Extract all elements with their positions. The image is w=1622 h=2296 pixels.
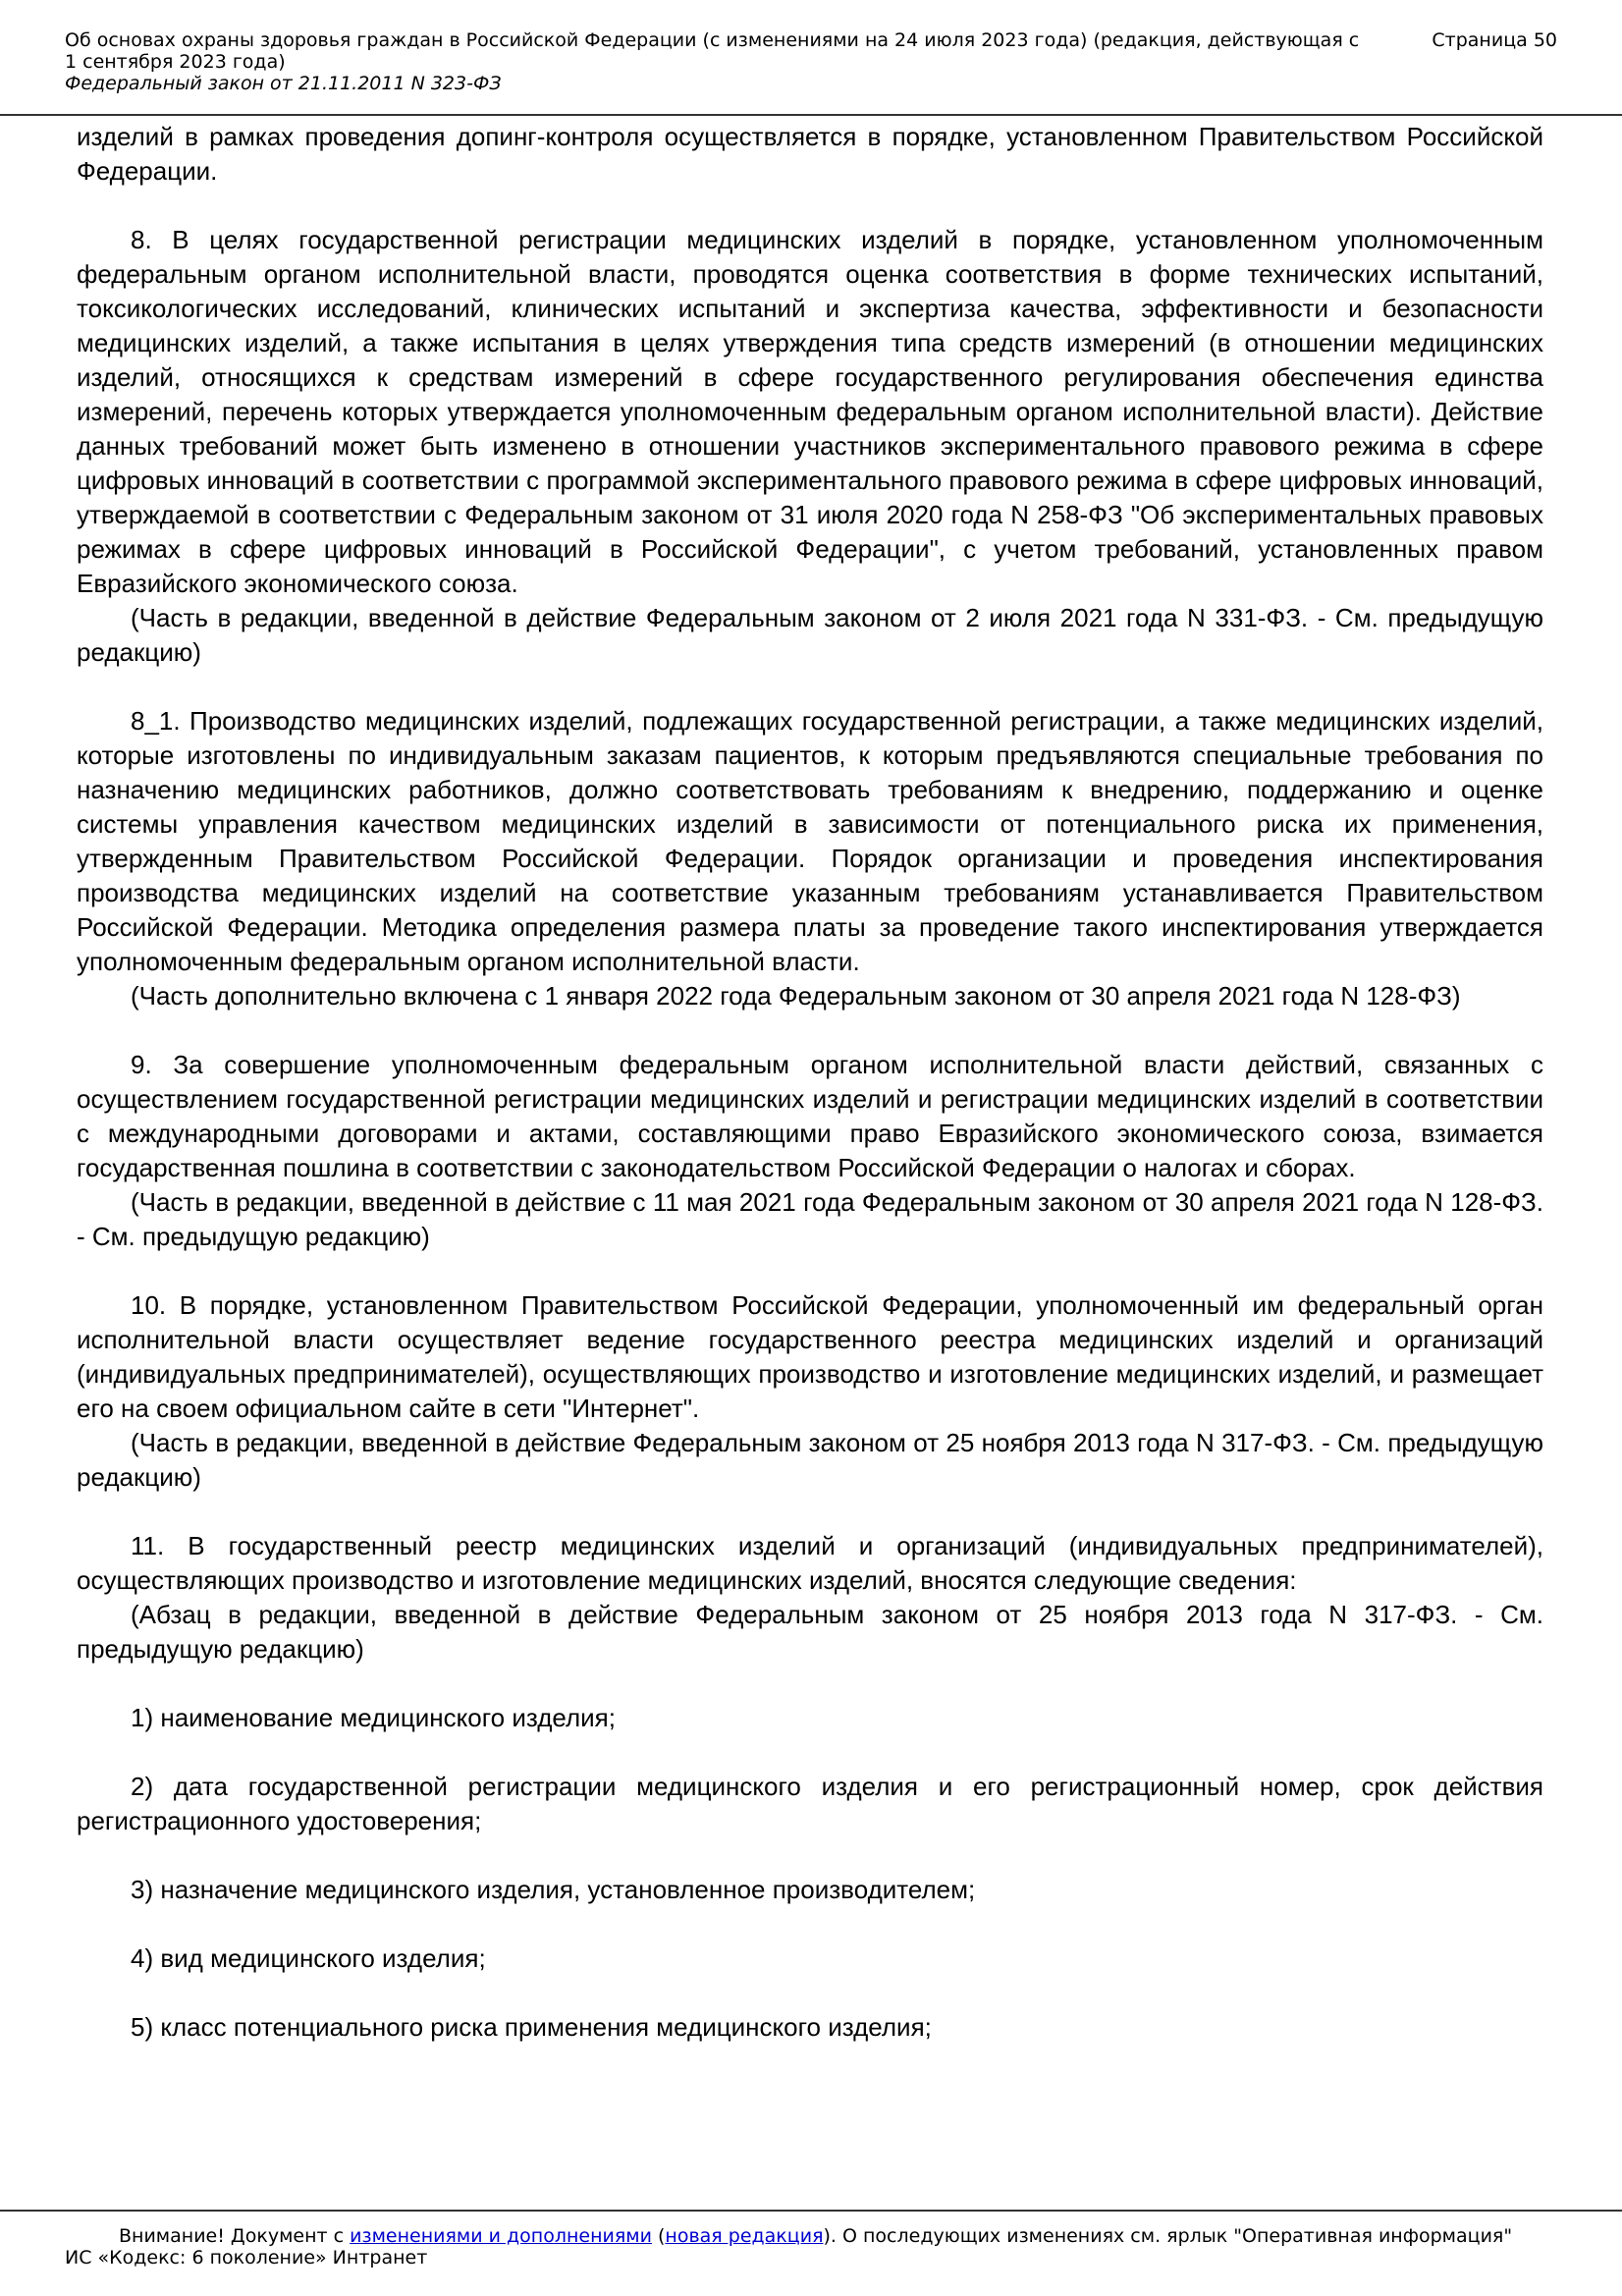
document-title: Об основах охраны здоровья граждан в Российской Федерации (с изменениями на 24 июля 2023 года) (редакция, действующая с 1 сентября 2023 года): [65, 29, 1360, 73]
paragraph: 5) класс потенциального риска применения медицинского изделия;: [131, 2012, 932, 2042]
paragraph: 9. За совершение уполномоченным федеральным органом исполнительной власти действий, связанных с осуществлением государственной регистрации медицинских изделий и регистрации медицинских изделий в соответствии с международными договорами и актами, составляющими право Евразийского экономического союза, взимается государственная пошлина в соответствии с законодательством Российской Федерации о налогах и сборах.: [77, 1050, 1543, 1182]
paragraph: 8_1. Производство медицинских изделий, подлежащих государственной регистрации, а также медицинских изделий, которые изготовлены по индивидуальным заказам пациентов, к которым предъявляются специальные требования по назначению медицинских работников, должно соответствовать требованиям к внедрению, поддержанию и оценке системы управления качеством медицинских изделий в зависимости от потенциального риска их применения, утвержденным Правительством Российской Федерации. Порядок организации и проведения инспектирования производства медицинских изделий на соответствие указанным требованиям устанавливается Правительством Российской Федерации. Методика определения размера платы за проведение такого инспектирования утверждается уполномоченным федеральным органом исполнительной власти.: [77, 706, 1543, 976]
paragraph-gap: [77, 1907, 1543, 1941]
paragraph: (Часть в редакции, введенной в действие Федеральным законом от 25 ноября 2013 года N 317-ФЗ. - См. предыдущую редакцию): [77, 1428, 1543, 1492]
paragraph: изделий в рамках проведения допинг-контроля осуществляется в порядке, установленном Правительством Российской Федерации.: [77, 122, 1543, 186]
paragraph: 1) наименование медицинского изделия;: [131, 1703, 616, 1732]
paragraph: 4) вид медицинского изделия;: [131, 1943, 486, 1973]
paragraph-gap: [77, 1976, 1543, 2010]
paragraph: (Абзац в редакции, введенной в действие Федеральным законом от 25 ноября 2013 года N 317-ФЗ. - См. предыдущую редакцию): [77, 1600, 1543, 1664]
document-body: [77, 120, 1543, 2045]
paragraph: (Часть дополнительно включена с 1 января 2022 года Федеральным законом от 30 апреля 2021 года N 128-ФЗ): [131, 981, 1461, 1011]
new-edition-link[interactable]: новая редакция: [665, 2225, 824, 2247]
system-name: ИС «Кодекс: 6 поколение» Интранет: [65, 2247, 428, 2269]
paragraph-gap: [77, 1013, 1543, 1048]
paren-open: (: [651, 2225, 666, 2247]
paragraph: 2) дата государственной регистрации медицинского изделия и его регистрационный номер, срок действия регистрационного удостоверения;: [77, 1772, 1543, 1835]
page-number: Страница 50: [1432, 29, 1557, 51]
paragraph-gap: [77, 1838, 1543, 1873]
paragraph-gap: [77, 670, 1543, 704]
changes-link[interactable]: изменениями и дополнениями: [350, 2225, 652, 2247]
page-footer: [65, 2225, 1567, 2269]
notice-prefix: Внимание! Документ с: [119, 2225, 351, 2247]
footer-divider: [0, 2210, 1622, 2212]
paragraph: 8. В целях государственной регистрации медицинских изделий в порядке, установленном уполномоченным федеральным органом исполнительной власти, проводятся оценка соответствия в форме технических испытаний, токсикологических исследований, клинических испытаний и экспертиза качества, эффективности и безопасности медицинских изделий, а также испытания в целях утверждения типа средств измерений (в отношении медицинских изделий, относящихся к средствам измерений в сфере государственного регулирования обеспечения единства измерений, перечень которых утверждается уполномоченным федеральным органом исполнительной власти). Действие данных требований может быть изменено в отношении участников экспериментального правового режима в сфере цифровых инноваций в соответствии с программой экспериментального правового режима в сфере цифровых инноваций, утверждаемой в соответствии с Федеральным законом от 31 июля 2020 года N 258-ФЗ "Об экспериментальных правовых режимах в сфере цифровых инноваций в Российской Федерации", с учетом требований, установленных правом Евразийского экономического союза.: [77, 225, 1543, 598]
footer-notice: [65, 2225, 1567, 2247]
paragraph: (Часть в редакции, введенной в действие Федеральным законом от 2 июля 2021 года N 331-ФЗ. - См. предыдущую редакцию): [77, 603, 1543, 667]
paragraph: (Часть в редакции, введенной в действие с 11 мая 2021 года Федеральным законом от 30 апреля 2021 года N 128-ФЗ. - См. предыдущую редакцию): [77, 1187, 1543, 1251]
paragraph-gap: [77, 1667, 1543, 1701]
notice-suffix: ). О последующих изменениях см. ярлык "Оперативная информация": [823, 2225, 1513, 2247]
paragraph-gap: [77, 1254, 1543, 1288]
page-header: [65, 29, 1557, 94]
paragraph: 10. В порядке, установленном Правительством Российской Федерации, уполномоченный им федеральный орган исполнительной власти осуществляет ведение государственного реестра медицинских изделий и организаций (индивидуальных предпринимателей), осуществляющих производство и изготовление медицинских изделий, и размещает его на своем официальном сайте в сети "Интернет".: [77, 1290, 1543, 1423]
paragraph-gap: [77, 189, 1543, 223]
header-divider: [0, 114, 1622, 116]
paragraph-gap: [77, 1495, 1543, 1529]
paragraph-gap: [77, 1735, 1543, 1770]
law-reference: Федеральный закон от 21.11.2011 N 323-ФЗ: [65, 73, 502, 94]
paragraph: 11. В государственный реестр медицинских изделий и организаций (индивидуальных предпринимателей), осуществляющих производство и изготовление медицинских изделий, вносятся следующие сведения:: [77, 1531, 1543, 1595]
paragraph: 3) назначение медицинского изделия, установленное производителем;: [131, 1875, 976, 1904]
